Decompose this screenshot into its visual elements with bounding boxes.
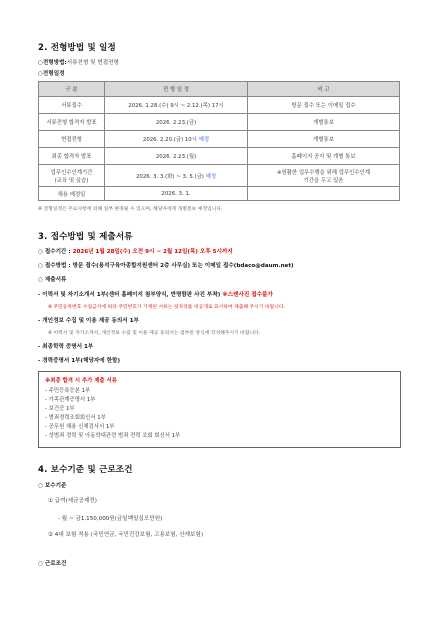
- table-header-row: [39, 82, 400, 97]
- section-2-title: 2. 전형방법 및 일정: [38, 43, 116, 53]
- list-item: - 가족관계증명서 1부: [45, 397, 96, 403]
- table-row: 서류전형 합격자 발표 2026. 2.23.(금) 개별통보: [39, 114, 400, 131]
- section-4-title: 4. 보수기준 및 근로조건: [38, 465, 133, 475]
- header-date: 전 형 일 정: [105, 82, 248, 97]
- table-row: 채용 예정일 2026. 3. 1.: [39, 187, 400, 201]
- pay-item-1-sub: - 월 ~ 금1,150,000원(금일백일십오만원): [58, 516, 163, 522]
- list-item: - 공무원 채용 신체검사서 1부: [45, 424, 115, 430]
- schedule-table: [38, 81, 400, 201]
- work-label: ○ 근로조건: [38, 561, 67, 567]
- table-row: 업무인수인계기간 (교육 및 실습) 2026. 3. 3.(화) ~ 3. 5.(금) 예정 ※원활한 업무수행을 위해 업무인수인계 기간을 두고 있음: [39, 165, 400, 187]
- docs-label: ○ 제출서류: [38, 277, 67, 283]
- doc-note-1: ※ 주민등록번호 수집금지에 따라 주민번호가 기재된 서류는 뒷자리를 비공개로 표시하여 제출해 주시기 바랍니다.: [48, 305, 286, 310]
- method-label: ○전형방법:: [38, 60, 67, 66]
- period-value: 2026년 1월 28일(수) 오전 9시 ~ 2월 12일(목) 오후 5시까지: [72, 249, 233, 255]
- pay-item-2: ② 4대 보험 적용 (국민연금, 국민건강보험, 고용보험, 산재보험): [48, 532, 204, 538]
- additional-docs-box: [38, 371, 401, 448]
- period-line: ○ 접수기간 : 2026년 1월 28일(수) 오전 9시 ~ 2월 12일(목) 오후 5시까지: [38, 249, 233, 255]
- table-row: 면접전형 2026. 2.20.(금) 10시 예정 개별통보: [39, 131, 400, 148]
- list-item: - 범죄경력조회회신서 1부: [45, 415, 106, 421]
- table-row: 최종 합격자 발표 2026. 2.23.(월) 홈페이지 공지 및 개별 통보: [39, 148, 400, 165]
- method-line-3: ○ 접수방법 : 방문 접수(용석구육아종합지원센터 2층 사무실) 또는 이메일 접수(bdaco@daum.net): [38, 263, 294, 269]
- schedule-label: ○전형일정: [38, 71, 65, 77]
- header-note: 비 고: [248, 82, 400, 97]
- list-item: - 성범죄 경력 및 아동학대관련 범죄 전력 조회 회신서 1부: [45, 433, 181, 439]
- method-line: [38, 58, 119, 66]
- pay-item-1: ① 급여(세금공제전): [48, 498, 97, 504]
- table-row: 서류접수 2026. 1.28.(수) 9시 ~ 2.12.(목) 17시 방문 접수 또는 이메일 접수: [39, 97, 400, 114]
- list-item: - 주민등록등본 1부: [45, 388, 91, 394]
- doc-note-2: ※ 이력서 및 자기소개서, 개인정보 수집 및 이용 제공 동의서는 첨부된 양식에 작성해주시기 바랍니다.: [48, 331, 261, 336]
- doc-item-4: - 경력증명서 1부(해당자에 한함): [38, 358, 121, 364]
- list-item: - 보건증 1부: [45, 406, 75, 412]
- schedule-footnote: ※ 전형일정은 주요사항에 의해 일부 변경될 수 있으며, 해당자에게 개별통보 예정입니다.: [38, 207, 223, 212]
- email-link[interactable]: bdaco@daum.net: [236, 263, 292, 269]
- doc-item-1: - 이력서 및 자기소개서 1부(센터 홈페이지 첨부양식, 반명함판 사진 부착) ※스캔사진 접수불가: [38, 292, 273, 298]
- section-3-title: 3. 접수방법 및 제출서류: [38, 232, 133, 242]
- doc-item-3: - 최종학력 증명서 1부: [38, 344, 94, 350]
- pay-label: ○ 보수기준: [38, 483, 67, 489]
- method-value: 서류전형 및 면접전형: [66, 60, 119, 66]
- box-title: ※최종 합격 시 추가 제출 서류: [45, 378, 117, 384]
- header-category: 구 분: [39, 82, 105, 97]
- doc-item-2: - 개인정보 수집 및 이용 제공 동의서 1부: [38, 318, 139, 324]
